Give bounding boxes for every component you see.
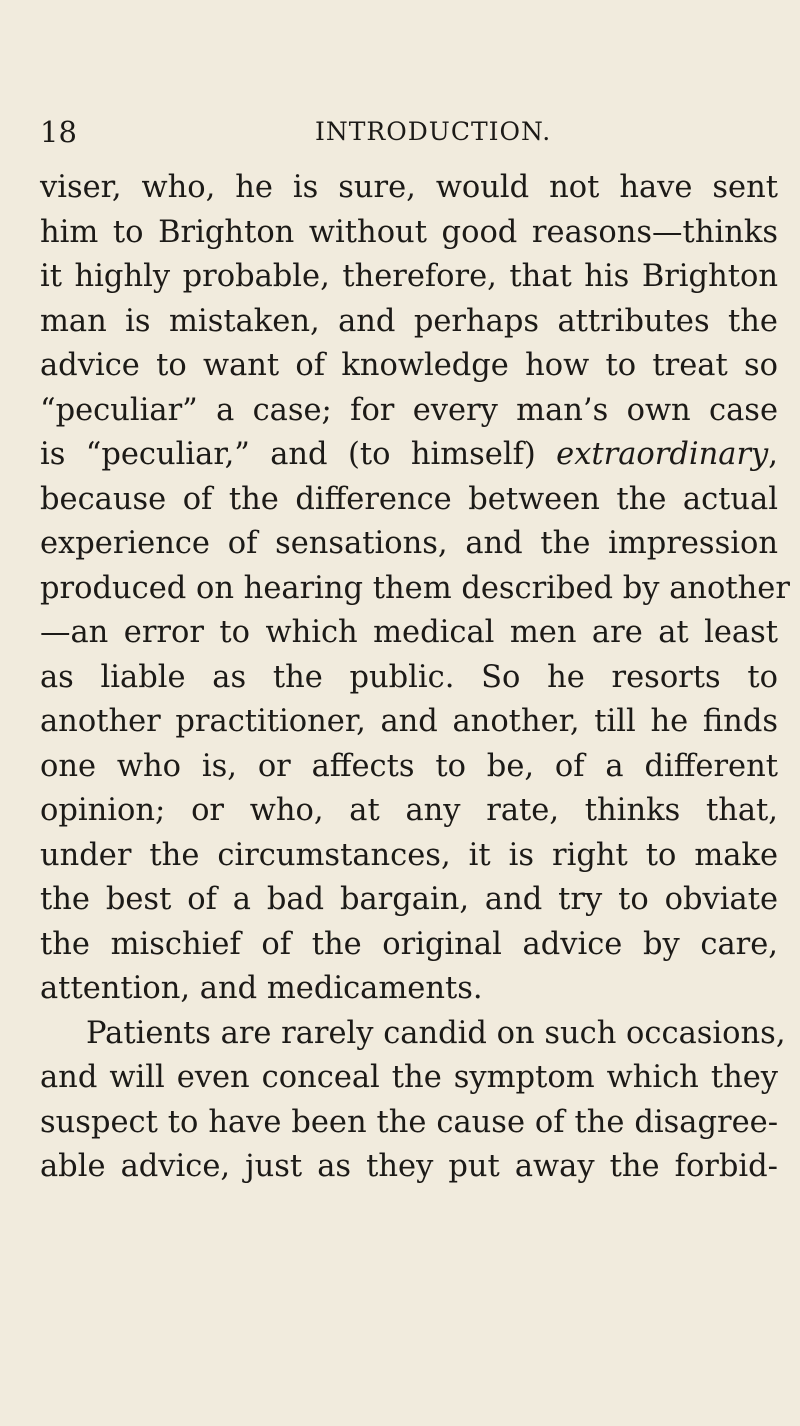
text-line: opinion; or who, at any rate, thinks that,	[40, 793, 778, 828]
text-line: another practitioner, and another, till he finds	[40, 704, 778, 739]
text-line: “peculiar” a case; for every man’s own case	[40, 392, 778, 428]
text-segment: is “peculiar,” and (to himself)	[40, 437, 557, 472]
text-line: as liable as the public. So he resorts to	[40, 659, 778, 695]
text-line: one who is, or affects to be, of a different	[40, 748, 778, 784]
text-line: suspect to have been the cause of the disagree-	[40, 1104, 778, 1140]
text-segment: ,	[768, 437, 778, 472]
text-line: man is mistaken, and perhaps attributes the	[40, 303, 778, 339]
text-line: experience of sensations, and the impression	[40, 526, 778, 561]
text-line: and will even conceal the symptom which they	[40, 1060, 778, 1095]
text-line-with-italic	[40, 433, 778, 478]
text-line: Patients are rarely candid on such occasions,	[86, 1015, 786, 1051]
text-line: advice to want of knowledge how to treat so	[40, 348, 778, 383]
text-line: viser, who, he is sure, would not have sent	[40, 170, 778, 205]
text-line: under the circumstances, it is right to make	[40, 837, 778, 873]
text-line: the best of a bad bargain, and try to obviate	[40, 882, 778, 917]
text-line: produced on hearing them described by another	[40, 570, 790, 606]
page-number: 18	[40, 115, 77, 149]
text-line: attention, and medicaments.	[40, 971, 483, 1006]
italic-word: extraordinary	[556, 437, 769, 472]
text-line: the mischief of the original advice by care,	[40, 926, 778, 962]
running-head	[40, 112, 780, 152]
text-line: him to Brighton without good reasons—thinks	[40, 214, 778, 250]
text-line: able advice, just as they put away the forbid-	[40, 1149, 778, 1184]
text-line: because of the difference between the actual	[40, 481, 778, 517]
text-line: it highly probable, therefore, that his Brighton	[40, 259, 778, 294]
running-head-title: INTRODUCTION.	[315, 117, 552, 146]
body-text	[40, 166, 790, 1190]
text-line: —an error to which medical men are at least	[40, 615, 778, 650]
